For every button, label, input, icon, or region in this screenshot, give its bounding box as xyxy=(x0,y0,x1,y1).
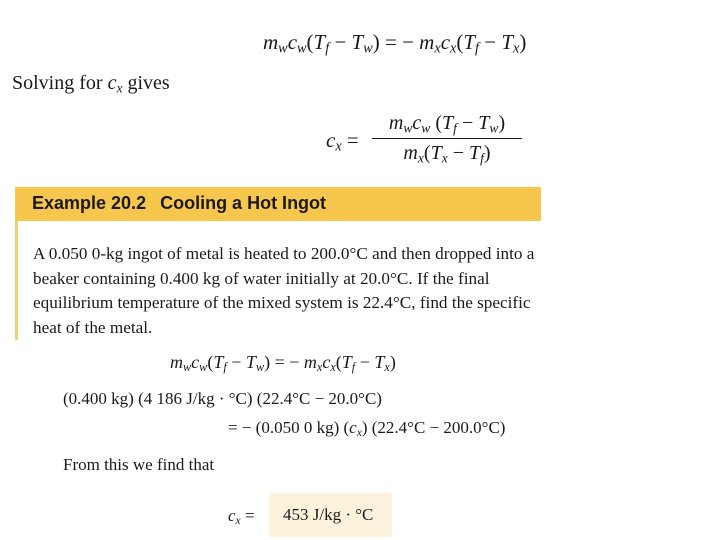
result-value: 453 J/kg · °C xyxy=(283,505,374,524)
problem-statement xyxy=(33,242,543,340)
from-text: From this we find that xyxy=(63,455,215,474)
cx-lhs: $c_x$ = xyxy=(326,128,359,155)
problem-text: A 0.050 0-kg ingot of metal is heated to 200.0°C and then dropped into a beaker containing 0.400 kg of water initially at 20.0°C. If the final equilibrium temperature of the mixed system is 22.4°C, find the specific heat of the metal. xyxy=(33,244,535,337)
solution-equation: $m_wc_w(T_f - T_w)$ = − $m_xc_x(T_f - T_x)$ xyxy=(170,352,396,375)
heat-balance-equation: $m_wc_w(T_f - T_w)$ = − $m_xc_x(T_f - T_x)$ xyxy=(263,30,527,57)
result-lhs: $c_x$ = xyxy=(228,506,255,527)
cx-denominator: $m_x(T_x - T_f)$ xyxy=(403,142,491,166)
example-side-rule xyxy=(15,221,18,340)
solving-text: Solving for $c_x$ gives xyxy=(12,72,170,96)
cx-fraction xyxy=(372,112,522,165)
example-heading xyxy=(32,193,326,214)
substitution-line-1: (0.400 kg) (4 186 J/kg · °C) (22.4°C − 20.0°C) xyxy=(63,389,382,408)
example-title: Cooling a Hot Ingot xyxy=(160,193,327,213)
cx-numerator: $m_wc_w$ $(T_f - T_w)$ xyxy=(372,112,522,139)
substitution-line-2: = − (0.050 0 kg) $(c_x) (22.4^\circ C - 200.0^\circ C)$ xyxy=(228,418,506,439)
example-label: Example 20.2 xyxy=(32,193,147,213)
